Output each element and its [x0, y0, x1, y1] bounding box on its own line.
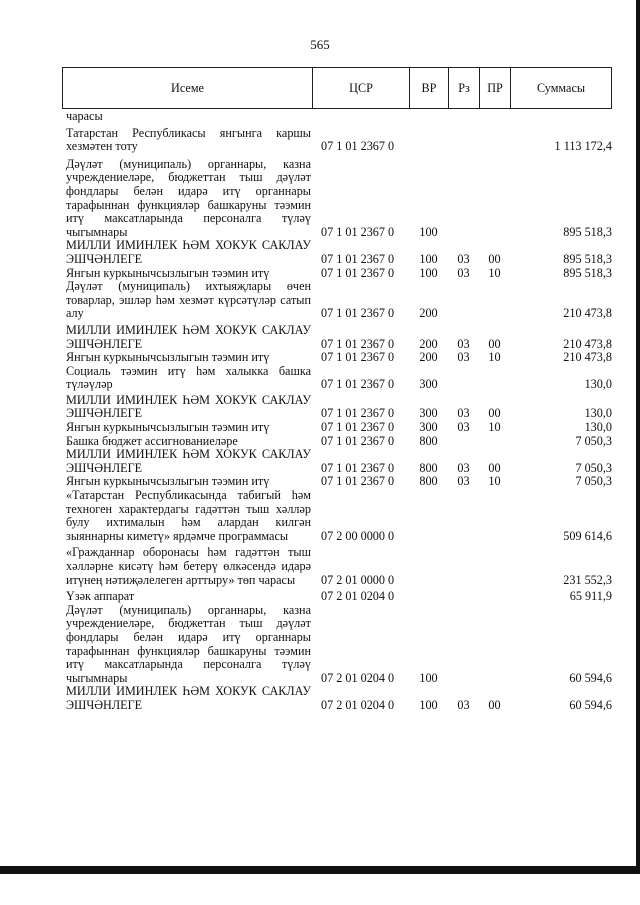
row-name: Дәүләт (муниципаль) органнары, казна учреждениеләре, бюджеттан тыш дәүләт фондлары белән идарә итү органнары тарафыннан функцияләр башкаруны тәэмин итү максатларында персоналга түләү чыгымнары: [66, 602, 311, 685]
table-row: [66, 280, 612, 321]
header-rz: Рз: [449, 68, 480, 108]
row-vr: 200: [419, 350, 438, 365]
header-name: Исеме: [63, 68, 313, 108]
row-sum: 210 473,8: [563, 336, 612, 351]
row-pr: 00: [488, 336, 501, 351]
row-name: Үзәк аппарат: [66, 589, 135, 604]
row-pr: 00: [488, 697, 501, 712]
row-csr: 07 1 01 2367 0: [321, 265, 395, 280]
row-csr: 07 2 01 0204 0: [321, 697, 395, 712]
table-header: [62, 67, 612, 109]
row-vr: 100: [419, 224, 438, 239]
table-row: [66, 267, 612, 281]
row-csr: 07 1 01 2367 0: [321, 474, 395, 489]
row-name: Дәүләт (муниципаль) ихтыяҗлары өчен товарлар, эшләр һәм хезмәт күрсәтүләр сатып алу: [66, 279, 311, 321]
table-row: [66, 351, 612, 365]
row-name: Янгын куркынычсызлыгын тәэмин итү: [66, 265, 270, 280]
row-name: МИЛЛИ ИМИНЛЕК ҺӘМ ХОКУК САКЛАУ ЭШЧӘНЛЕГЕ: [66, 684, 311, 712]
row-name: МИЛЛИ ИМИНЛЕК ҺӘМ ХОКУК САКЛАУ ЭШЧӘНЛЕГЕ: [66, 447, 311, 475]
table-row: [66, 590, 612, 604]
row-rz: 03: [457, 474, 470, 489]
row-name: Социаль тәэмин итү һәм халыкка башка түләүләр: [66, 363, 311, 392]
row-vr: 100: [419, 697, 438, 712]
table-body: [66, 110, 612, 713]
row-csr: 07 1 01 2367 0: [321, 433, 395, 448]
row-pr: 10: [488, 265, 501, 280]
row-rz: 03: [457, 251, 470, 266]
row-sum: 895 518,3: [563, 224, 612, 239]
row-name: МИЛЛИ ИМИНЛЕК ҺӘМ ХОКУК САКЛАУ ЭШЧӘНЛЕГЕ: [66, 322, 311, 351]
row-sum: 895 518,3: [563, 251, 612, 266]
row-csr: 07 1 01 2367 0: [321, 139, 395, 154]
row-vr: 800: [419, 433, 438, 448]
row-csr: 07 1 01 2367 0: [321, 251, 395, 266]
row-rz: 03: [457, 265, 470, 280]
row-name: МИЛЛИ ИМИНЛЕК ҺӘМ ХОКУК САКЛАУ ЭШЧӘНЛЕГЕ: [66, 238, 311, 266]
row-sum: 231 552,3: [563, 572, 612, 587]
row-csr: 07 1 01 2367 0: [321, 224, 395, 239]
row-name: чарасы: [66, 109, 103, 123]
row-sum: 130,0: [584, 420, 612, 435]
row-csr: 07 1 01 2367 0: [321, 306, 395, 321]
row-sum: 65 911,9: [569, 589, 612, 604]
row-sum: 7 050,3: [575, 460, 612, 475]
row-sum: 895 518,3: [563, 265, 612, 280]
row-csr: 07 1 01 2367 0: [321, 350, 395, 365]
header-csr: ЦСР: [313, 68, 410, 108]
scan-border-right: [636, 0, 640, 874]
row-pr: 10: [488, 474, 501, 489]
row-rz: 03: [457, 336, 470, 351]
row-sum: 7 050,3: [575, 474, 612, 489]
row-vr: 800: [419, 474, 438, 489]
table-row: [66, 239, 612, 266]
header-vr: ВР: [410, 68, 449, 108]
row-sum: 1 113 172,4: [554, 139, 612, 154]
row-vr: 100: [419, 251, 438, 266]
header-sum: Суммасы: [536, 81, 586, 95]
table-row: [66, 158, 612, 240]
row-sum: 210 473,8: [563, 350, 612, 365]
table-row: [66, 685, 612, 712]
row-name: Янгын куркынычсызлыгын тәэмин итү: [66, 350, 270, 365]
row-vr: 200: [419, 306, 438, 321]
row-name: Янгын куркынычсызлыгын тәэмин итү: [66, 474, 270, 489]
row-name: МИЛЛИ ИМИНЛЕК ҺӘМ ХОКУК САКЛАУ ЭШЧӘНЛЕГЕ: [66, 392, 311, 421]
row-csr: 07 2 01 0204 0: [321, 589, 395, 604]
row-csr: 07 2 01 0000 0: [321, 572, 395, 587]
row-pr: 00: [488, 406, 501, 421]
row-pr: 10: [488, 420, 501, 435]
row-sum: 7 050,3: [575, 433, 612, 448]
table-row: [66, 394, 612, 421]
row-vr: 300: [419, 377, 438, 392]
row-pr: 00: [488, 460, 501, 475]
row-name: Дәүләт (муниципаль) органнары, казна учреждениеләре, бюджеттан тыш дәүләт фондлары белән идарә итү органнары тарафыннан функцияләр башкаруны тәэмин итү максатларында персоналга түләү чыгымнары: [66, 156, 311, 239]
row-sum: 130,0: [584, 406, 612, 421]
row-sum: 60 594,6: [569, 670, 612, 685]
row-name: Янгын куркынычсызлыгын тәэмин итү: [66, 420, 270, 435]
row-rz: 03: [457, 406, 470, 421]
row-sum: 130,0: [584, 377, 612, 392]
row-vr: 300: [419, 420, 438, 435]
row-name: Татарстан Республикасы янгынга каршы хезмәтен тоту: [66, 125, 311, 154]
row-csr: 07 2 01 0204 0: [321, 670, 395, 685]
header-pr: ПР: [480, 68, 511, 108]
row-vr: 800: [419, 460, 438, 475]
row-csr: 07 1 01 2367 0: [321, 406, 395, 421]
row-sum: 210 473,8: [563, 306, 612, 321]
table-row: [66, 475, 612, 489]
table-row: [66, 546, 612, 587]
table-row: [66, 604, 612, 686]
table-row: [66, 421, 612, 435]
row-csr: 07 2 00 0000 0: [321, 528, 395, 543]
row-name: «Гражданнар оборонасы һәм гадәттән тыш хәлләрне кисәтү һәм бетерү өлкәсендә идарә итүнең нәтиҗәлелеген арттыру» төп чарасы: [66, 545, 311, 587]
table-row: [66, 435, 612, 449]
row-csr: 07 1 01 2367 0: [321, 336, 395, 351]
row-rz: 03: [457, 460, 470, 475]
row-name: «Татарстан Республикасында табигый һәм техноген характердагы гадәттән тыш хәлләр булу ихтималын һәм алардан килгән зыяннарны киметү» ярдәмче программасы: [66, 488, 311, 543]
row-rz: 03: [457, 350, 470, 365]
row-csr: 07 1 01 2367 0: [321, 460, 395, 475]
table-row: [66, 324, 612, 351]
row-csr: 07 1 01 2367 0: [321, 377, 395, 392]
row-vr: 300: [419, 406, 438, 421]
row-pr: 10: [488, 350, 501, 365]
row-sum: 60 594,6: [569, 697, 612, 712]
table-row: [66, 127, 612, 154]
row-vr: 200: [419, 336, 438, 351]
table-row: [66, 448, 612, 475]
row-csr: 07 1 01 2367 0: [321, 420, 395, 435]
table-row: [66, 489, 612, 543]
table-row: [66, 110, 612, 124]
row-name: Башка бюджет ассигнованиеләре: [66, 433, 238, 448]
row-sum: 509 614,6: [563, 528, 612, 543]
row-pr: 00: [488, 251, 501, 266]
table-row: [66, 365, 612, 392]
page-number: 565: [310, 37, 330, 52]
row-rz: 03: [457, 697, 470, 712]
row-rz: 03: [457, 420, 470, 435]
row-vr: 100: [419, 670, 438, 685]
row-vr: 100: [419, 265, 438, 280]
scan-border-bottom: [0, 866, 640, 874]
